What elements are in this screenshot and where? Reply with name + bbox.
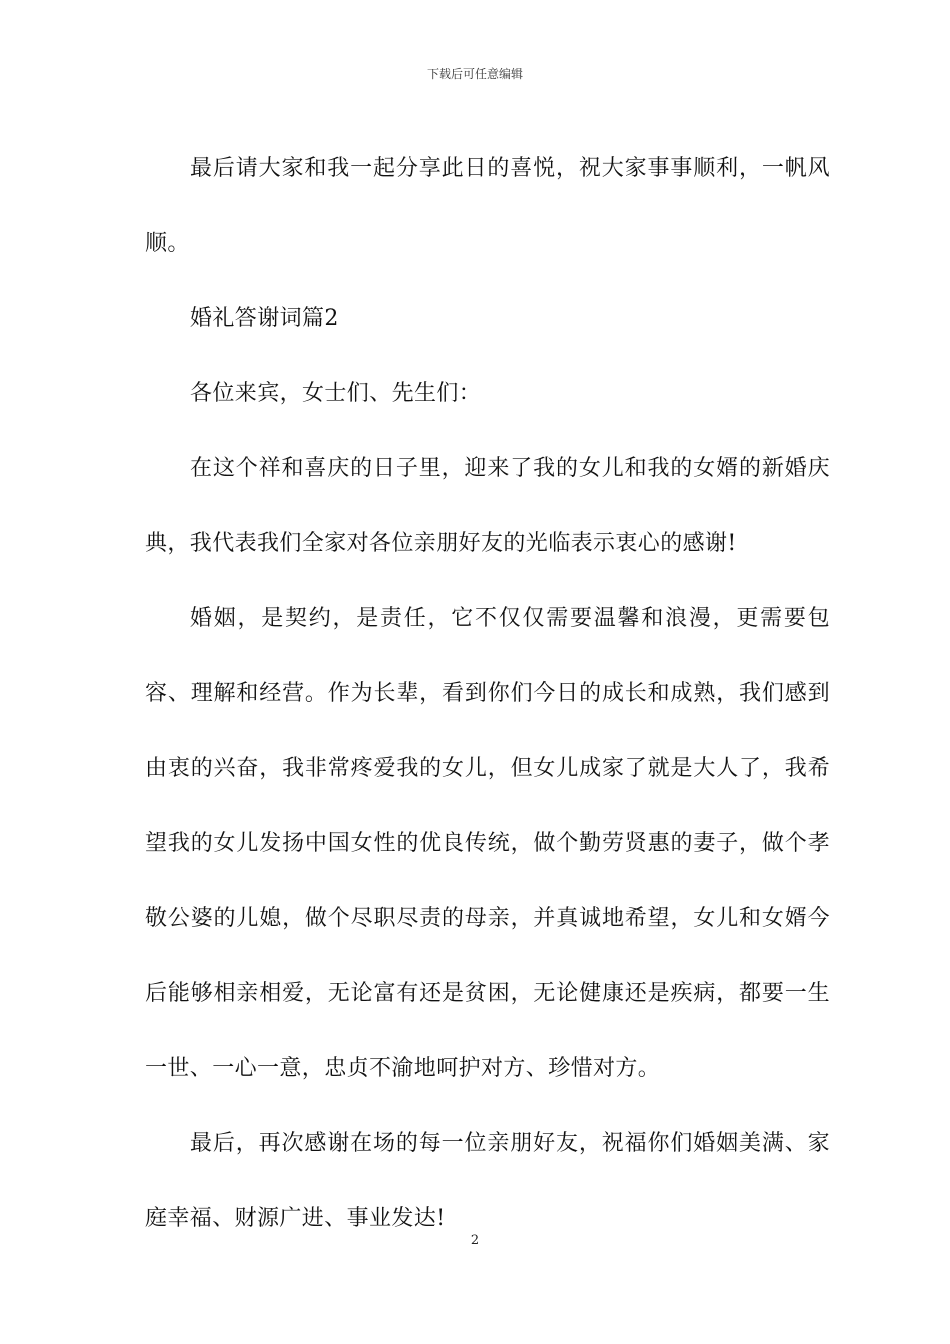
- page-number: 2: [470, 1233, 480, 1248]
- paragraph-salutation: 各位来宾，女士们、先生们：: [190, 381, 482, 406]
- paragraph-closing-wish: 最后请大家和我一起分享此日的喜悦，祝大家事事顺利，一帆风顺。: [145, 156, 830, 256]
- section-heading: 婚礼答谢词篇2: [190, 306, 339, 331]
- paragraph-final-blessing: 最后，再次感谢在场的每一位亲朋好友，祝福你们婚姻美满、家庭幸福、财源广进、事业发达!: [145, 1131, 830, 1231]
- paragraph-opening-thanks: 在这个祥和喜庆的日子里，迎来了我的女儿和我的女婿的新婚庆典，我代表我们全家对各位亲朋好友的光临表示衷心的感谢!: [145, 456, 830, 556]
- document-body: [145, 131, 830, 1256]
- paragraph-marriage-message: 婚姻，是契约，是责任，它不仅仅需要温馨和浪漫，更需要包容、理解和经营。作为长辈，看到你们今日的成长和成熟，我们感到由衷的兴奋，我非常疼爱我的女儿，但女儿成家了就是大人了，我希望我的女儿发扬中国女性的优良传统，做个勤劳贤惠的妻子，做个孝敬公婆的儿媳，做个尽职尽责的母亲，并真诚地希望，女儿和女婿今后能够相亲相爱，无论富有还是贫困，无论健康还是疾病，都要一生一世、一心一意，忠贞不渝地呵护对方、珍惜对方。: [145, 606, 830, 1081]
- page-header: 下载后可任意编辑: [426, 67, 523, 81]
